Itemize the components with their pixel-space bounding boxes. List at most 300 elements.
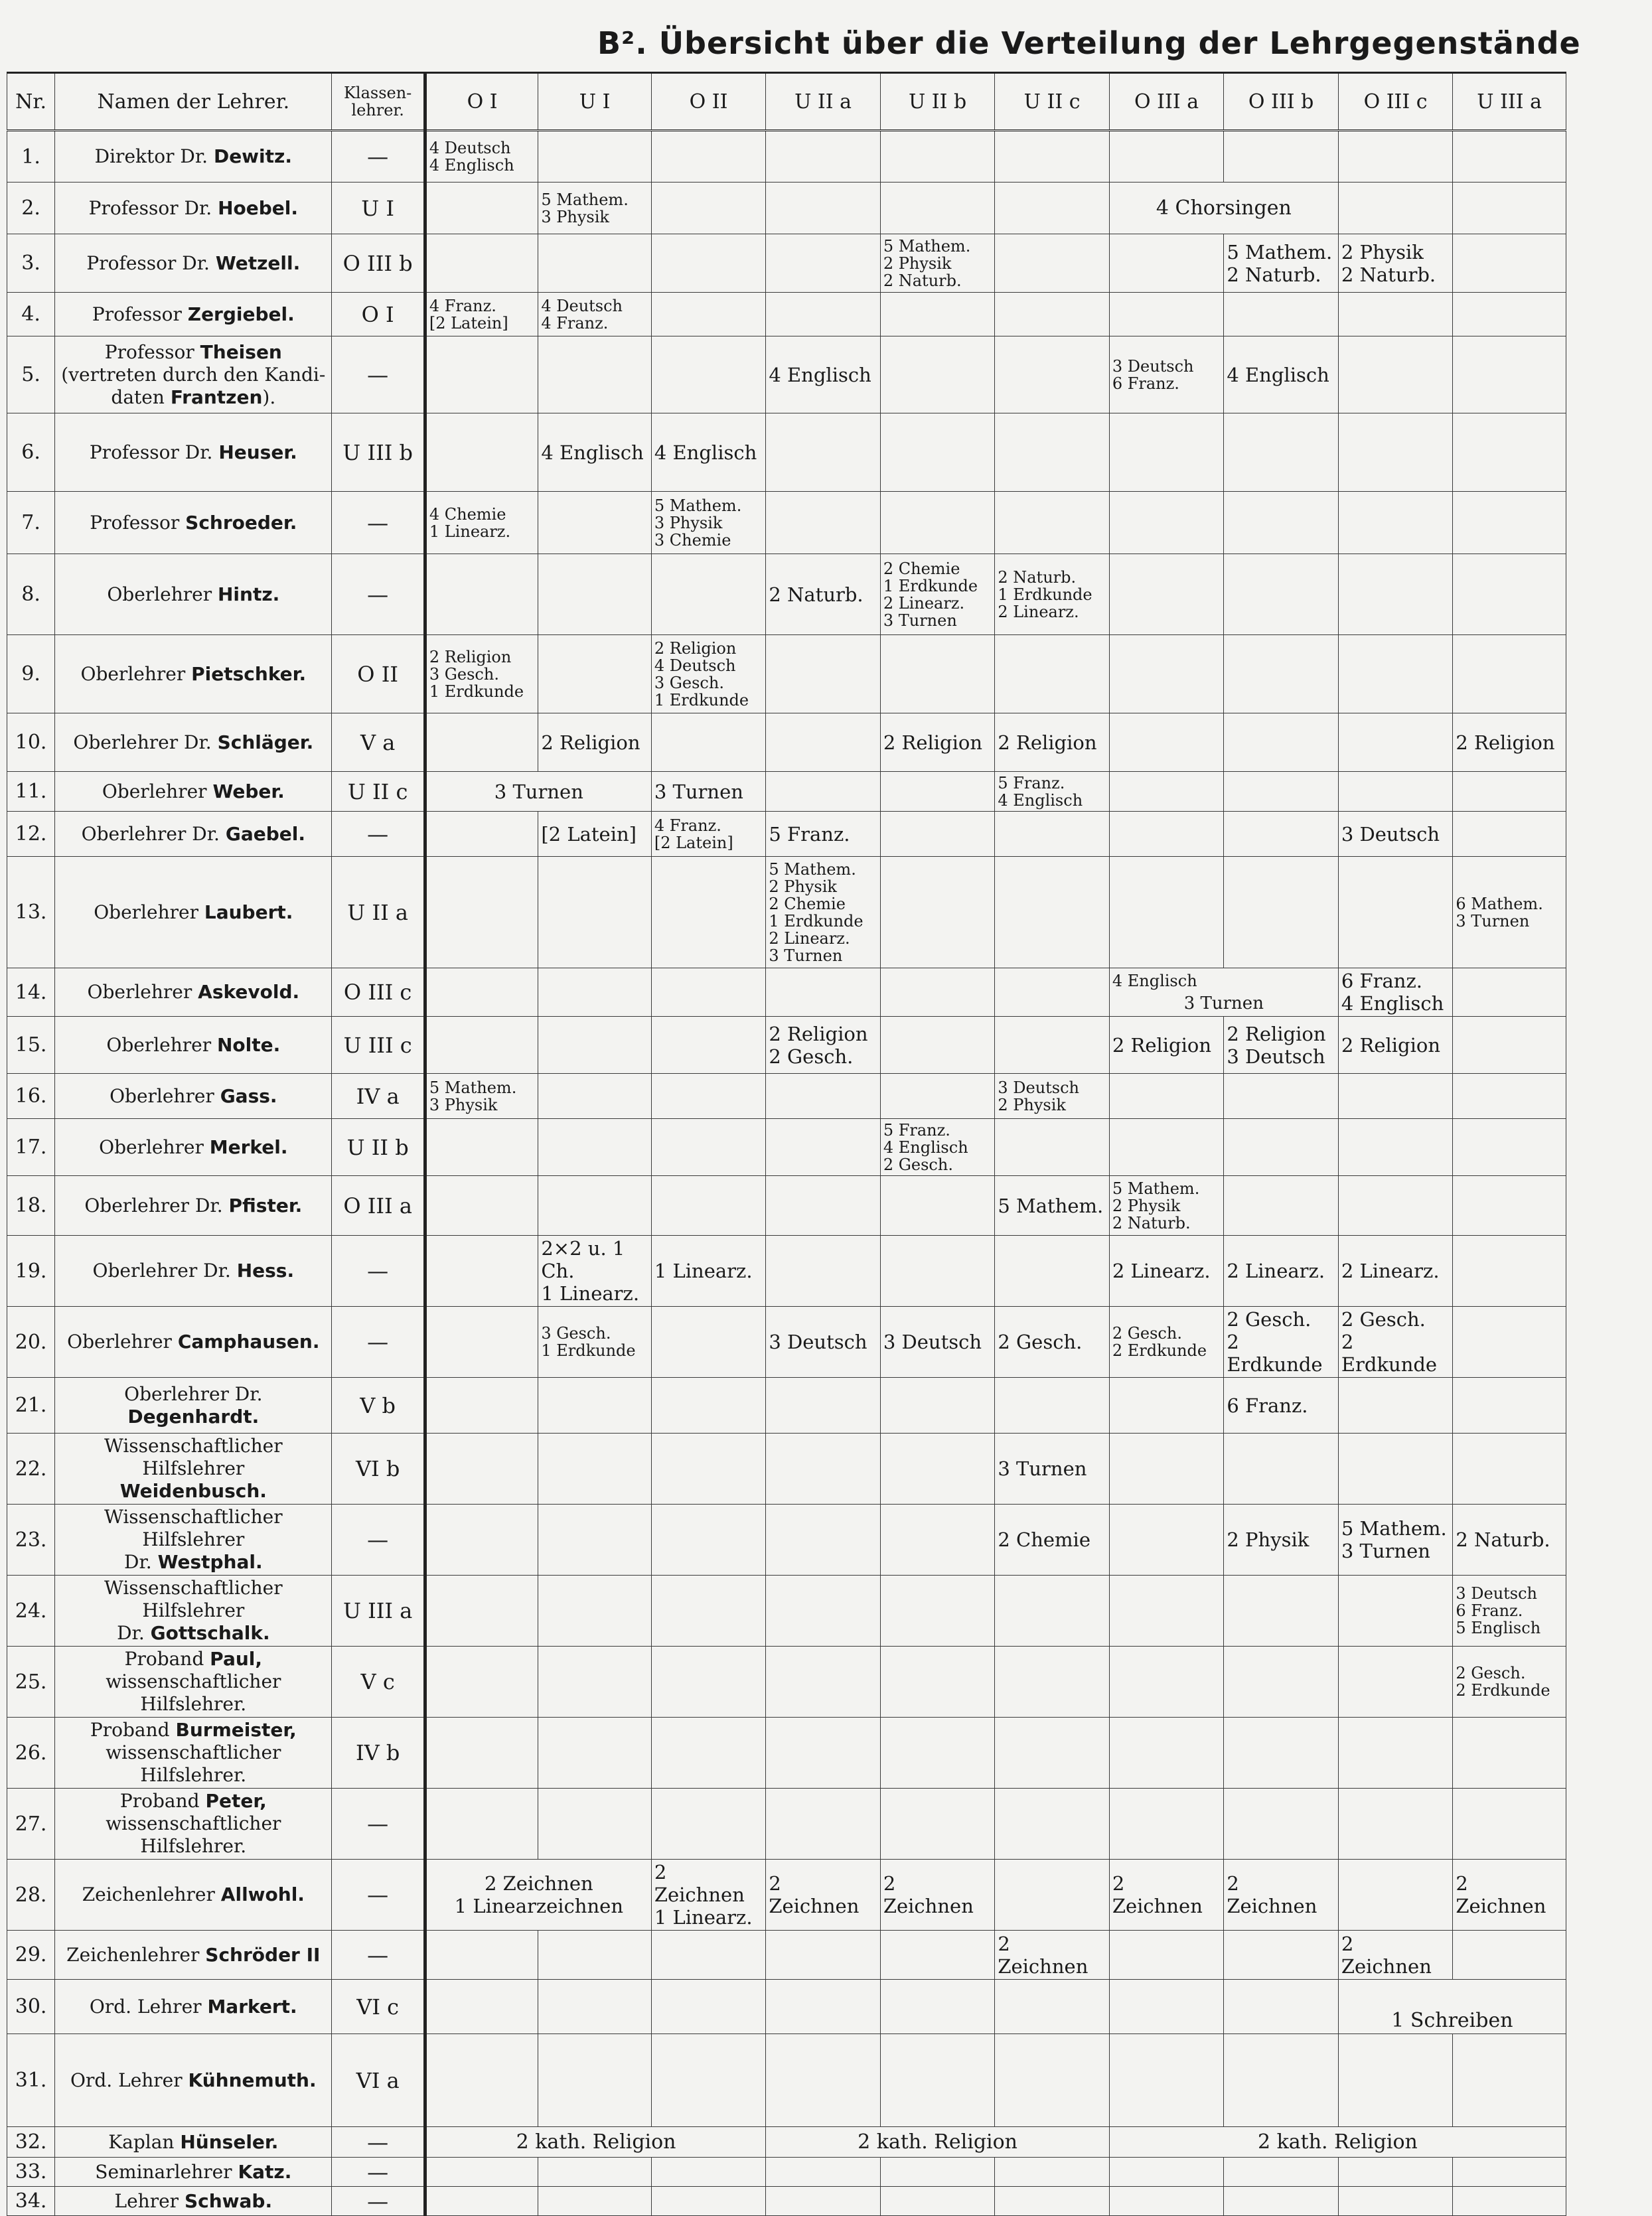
subject-cell	[1453, 968, 1566, 1017]
subject-cell	[538, 1931, 652, 1980]
teacher-title: Direktor Dr.	[94, 145, 208, 167]
klassenlehrer-cell: O III b	[332, 234, 425, 293]
teacher-name-cell	[55, 968, 332, 1017]
subject-cell	[1109, 1980, 1224, 2034]
header-class: O I	[425, 73, 538, 131]
subject-cell	[1224, 2187, 1339, 2216]
subject-cell	[651, 1505, 766, 1576]
subject-cell	[766, 1119, 881, 1176]
teacher-title: Oberlehrer Dr.	[92, 1260, 231, 1282]
teacher-name-cell	[55, 1980, 332, 2034]
teacher-name-cell	[55, 1647, 332, 1718]
teacher-title: Oberlehrer	[110, 1084, 214, 1107]
subject-cell	[766, 413, 881, 492]
teacher-title: Oberlehrer	[107, 583, 212, 605]
subject-cell	[651, 713, 766, 772]
teacher-name-cell	[55, 1119, 332, 1176]
subject-cell	[1453, 234, 1566, 293]
teacher-name-cell	[55, 1434, 332, 1505]
klassenlehrer-cell: VI c	[332, 1980, 425, 2034]
teacher-name-cell	[55, 635, 332, 713]
klassenlehrer-cell: —	[332, 812, 425, 857]
table-body	[7, 131, 1566, 2216]
subject-cell	[1453, 1718, 1566, 1789]
teacher-title-2: Dr.	[124, 1551, 152, 1573]
subject-cell	[1338, 1647, 1453, 1718]
subject-cell	[1109, 293, 1224, 336]
subject-cell	[1338, 131, 1453, 183]
teacher-title: Wissenschaftlicher Hilfslehrer	[104, 1506, 283, 1550]
klassenlehrer-cell: IV b	[332, 1718, 425, 1789]
subject-cell	[1338, 1176, 1453, 1236]
teacher-title: Oberlehrer	[106, 1033, 212, 1056]
table-row	[7, 1176, 1566, 1236]
subject-cell	[538, 1505, 652, 1576]
row-number: 34.	[7, 2187, 55, 2216]
subject-cell	[1338, 713, 1453, 772]
subject-cell	[538, 857, 652, 968]
header-class: O III a	[1109, 73, 1224, 131]
teacher-surname: Hintz.	[217, 583, 280, 605]
klassenlehrer-cell: O II	[332, 635, 425, 713]
subject-cell	[995, 293, 1110, 336]
subject-cell	[766, 2158, 881, 2187]
teacher-surname: Askevold.	[198, 981, 300, 1003]
subject-cell: 5 Franz. 4 Englisch	[995, 772, 1110, 812]
subject-cell: 2 Religion	[1109, 1017, 1224, 1074]
subject-cell	[880, 131, 995, 183]
teacher-title: Professor	[92, 303, 182, 325]
row-number: 32.	[7, 2127, 55, 2158]
subject-cell: [2 Latein]	[538, 812, 652, 857]
subject-cell-span: 1 Schreiben	[1338, 1980, 1566, 2034]
teacher-surname: Merkel.	[209, 1136, 288, 1158]
teacher-surname: Degenhardt.	[127, 1405, 260, 1428]
teacher-surname: Dewitz.	[213, 145, 292, 167]
subject-cell	[1224, 1789, 1339, 1860]
subject-cell-span: 4 Chorsingen	[1109, 183, 1338, 234]
subject-cell	[1224, 1576, 1339, 1647]
subject-cell	[1453, 183, 1566, 234]
subject-cell	[1224, 1119, 1339, 1176]
table-row	[7, 1789, 1566, 1860]
subject-cell	[538, 1176, 652, 1236]
table-row	[7, 1980, 1566, 2034]
subject-cell	[1224, 772, 1339, 812]
table-row	[7, 183, 1566, 234]
teacher-name-cell	[55, 1931, 332, 1980]
subject-cell	[766, 492, 881, 554]
subject-cell	[425, 554, 538, 635]
row-number: 14.	[7, 968, 55, 1017]
subject-cell: 2 Zeichnen 1 Linearz.	[651, 1860, 766, 1931]
subject-cell: 4 Englisch	[538, 413, 652, 492]
teacher-surname: Gaebel.	[225, 822, 305, 845]
subject-cell	[1224, 1718, 1339, 1789]
row-number: 28.	[7, 1860, 55, 1931]
klassenlehrer-cell: —	[332, 1789, 425, 1860]
subject-cell: 5 Mathem.	[995, 1176, 1110, 1236]
klassenlehrer-cell: V b	[332, 1378, 425, 1434]
table-row	[7, 1647, 1566, 1718]
subject-cell: 3 Deutsch 2 Physik	[995, 1074, 1110, 1119]
subject-cell	[995, 336, 1110, 413]
teacher-title: Zeichenlehrer	[66, 1943, 200, 1966]
subject-cell	[538, 131, 652, 183]
subject-cell	[425, 1434, 538, 1505]
table-row	[7, 635, 1566, 713]
subject-cell	[880, 492, 995, 554]
teacher-name-cell	[55, 1074, 332, 1119]
subject-cell: 2 Religion	[880, 713, 995, 772]
row-number: 20.	[7, 1307, 55, 1378]
subject-cell	[651, 2034, 766, 2127]
teacher-title: Professor Dr.	[86, 252, 210, 274]
subject-cell-span: 2 Zeichnen 1 Linearzeichnen	[425, 1860, 651, 1931]
row-number: 2.	[7, 183, 55, 234]
subject-cell	[1224, 1074, 1339, 1119]
teacher-surname: Kühnemuth.	[188, 2069, 317, 2091]
subject-cell: 4 Deutsch 4 Englisch	[425, 131, 538, 183]
subject-cell	[995, 131, 1110, 183]
row-number: 18.	[7, 1176, 55, 1236]
subject-cell: 5 Mathem. 2 Physik 2 Naturb.	[880, 234, 995, 293]
teacher-surname: Laubert.	[204, 901, 293, 923]
klassenlehrer-cell: —	[332, 131, 425, 183]
klassenlehrer-cell: O III a	[332, 1176, 425, 1236]
klassenlehrer-cell: U I	[332, 183, 425, 234]
subject-cell	[1109, 1931, 1224, 1980]
teacher-surname: Hünseler.	[180, 2130, 279, 2153]
klassenlehrer-cell: U III c	[332, 1017, 425, 1074]
subject-cell	[1453, 635, 1566, 713]
teacher-surname: Gass.	[220, 1084, 277, 1107]
teacher-name-cell	[55, 336, 332, 413]
teacher-surname: Theisen	[200, 340, 282, 363]
subject-cell	[1338, 293, 1453, 336]
subject-cell	[1453, 336, 1566, 413]
subject-cell	[1453, 2034, 1566, 2127]
row-number: 7.	[7, 492, 55, 554]
subject-cell	[1224, 1931, 1339, 1980]
subject-cell	[1338, 492, 1453, 554]
table-row	[7, 1119, 1566, 1176]
subject-cell	[880, 1647, 995, 1718]
teacher-surname: Hoebel.	[218, 196, 299, 219]
teacher-note-2: daten	[111, 386, 165, 408]
table-row	[7, 2187, 1566, 2216]
subject-cell	[651, 1176, 766, 1236]
teacher-surname: Weber.	[212, 780, 285, 802]
klassenlehrer-cell: —	[332, 2187, 425, 2216]
subject-cell	[880, 413, 995, 492]
subject-cell	[425, 857, 538, 968]
subject-cell	[1109, 713, 1224, 772]
subject-cell	[995, 1647, 1110, 1718]
klassenlehrer-cell: U II b	[332, 1119, 425, 1176]
subject-cell	[766, 635, 881, 713]
teacher-surname: Pietschker.	[191, 662, 307, 685]
subject-cell: 2 Zeichnen	[1338, 1931, 1453, 1980]
teacher-surname: Gottschalk.	[150, 1622, 270, 1644]
teacher-title: Oberlehrer	[87, 981, 192, 1003]
klassenlehrer-cell: U III a	[332, 1576, 425, 1647]
subject-cell	[1338, 413, 1453, 492]
subject-cell	[880, 857, 995, 968]
subject-cell	[1109, 492, 1224, 554]
subject-cell	[880, 1789, 995, 1860]
subject-cell	[1338, 183, 1453, 234]
subject-cell: 2 Zeichnen	[880, 1860, 995, 1931]
header-class: O III b	[1224, 73, 1339, 131]
row-number: 11.	[7, 772, 55, 812]
subject-cell: 3 Deutsch	[880, 1307, 995, 1378]
subject-cell	[1453, 1378, 1566, 1434]
subject-cell-span: 2 kath. Religion	[1109, 2127, 1566, 2158]
subject-cell: 1 Linearz.	[651, 1236, 766, 1307]
subject-cell	[1224, 1176, 1339, 1236]
subject-cell	[1338, 1119, 1453, 1176]
subject-cell	[538, 1576, 652, 1647]
teacher-name-cell	[55, 857, 332, 968]
subject-cell: 2 Zeichnen	[1453, 1860, 1566, 1931]
teacher-name-cell	[55, 713, 332, 772]
teacher-title: Oberlehrer Dr.	[81, 822, 220, 845]
table-row	[7, 1505, 1566, 1576]
subject-cell	[880, 635, 995, 713]
subject-cell	[1224, 2034, 1339, 2127]
teacher-name-cell	[55, 293, 332, 336]
subject-cell	[651, 1378, 766, 1434]
subject-cell	[995, 1017, 1110, 1074]
subject-cell	[538, 554, 652, 635]
subject-cell	[1109, 1576, 1224, 1647]
klassenlehrer-cell: —	[332, 1931, 425, 1980]
subject-cell	[1338, 1860, 1453, 1931]
subject-cell	[995, 968, 1110, 1017]
klassenlehrer-cell: —	[332, 1307, 425, 1378]
subject-cell	[766, 713, 881, 772]
teacher-name-cell	[55, 2127, 332, 2158]
teacher-note: wissenschaftlicher Hilfslehrer.	[106, 1741, 281, 1786]
teacher-title: Seminarlehrer	[95, 2160, 232, 2183]
header-class: U I	[538, 73, 652, 131]
subject-cell	[766, 772, 881, 812]
subject-cell: 2 Linearz.	[1338, 1236, 1453, 1307]
subject-cell	[538, 2187, 652, 2216]
table-row	[7, 1074, 1566, 1119]
subject-cell	[880, 2034, 995, 2127]
table-row	[7, 1307, 1566, 1378]
teacher-title: Professor Dr.	[88, 196, 212, 219]
subject-cell	[995, 1378, 1110, 1434]
teacher-surname: Weidenbusch.	[119, 1480, 267, 1502]
subject-cell	[538, 2034, 652, 2127]
row-number: 16.	[7, 1074, 55, 1119]
subject-cell	[425, 1789, 538, 1860]
subject-cell	[1338, 1434, 1453, 1505]
teacher-title: Proband	[124, 1648, 204, 1670]
subject-cell	[651, 1931, 766, 1980]
subject-cell	[1224, 1434, 1339, 1505]
row-number: 3.	[7, 234, 55, 293]
teacher-name-cell	[55, 1576, 332, 1647]
subject-cell	[1338, 2158, 1453, 2187]
row-number: 25.	[7, 1647, 55, 1718]
subject-cell: 4 Chemie 1 Linearz.	[425, 492, 538, 554]
table-row	[7, 1931, 1566, 1980]
subject-cell	[880, 1505, 995, 1576]
subject-cell	[995, 1718, 1110, 1789]
teacher-title: Oberlehrer	[80, 662, 186, 685]
subject-cell	[1453, 1307, 1566, 1378]
subject-cell	[538, 1980, 652, 2034]
row-number: 17.	[7, 1119, 55, 1176]
subject-cell	[1224, 635, 1339, 713]
table-row	[7, 293, 1566, 336]
teacher-surname: Markert.	[207, 1995, 297, 2018]
row-number: 33.	[7, 2158, 55, 2187]
subject-cell	[880, 1576, 995, 1647]
subject-cell: 3 Deutsch	[766, 1307, 881, 1378]
subject-cell	[1453, 812, 1566, 857]
subject-cell	[1109, 1434, 1224, 1505]
subject-cell	[880, 336, 995, 413]
subject-cell	[766, 1434, 881, 1505]
table-row	[7, 336, 1566, 413]
subject-cell	[766, 2187, 881, 2216]
header-class: U II b	[880, 73, 995, 131]
subject-cell	[766, 1576, 881, 1647]
subject-cell	[1224, 492, 1339, 554]
subject-cell: 5 Mathem. 2 Physik 2 Chemie 1 Erdkunde 2 Linearz. 3 Turnen	[766, 857, 881, 968]
subject-cell	[1338, 772, 1453, 812]
subject-cell: 2 Naturb.	[766, 554, 881, 635]
subject-cell	[766, 131, 881, 183]
klassenlehrer-cell: —	[332, 1236, 425, 1307]
subject-cell	[880, 1434, 995, 1505]
teacher-surname: Allwohl.	[220, 1884, 305, 1905]
klassenlehrer-cell: V c	[332, 1647, 425, 1718]
teacher-title: Professor	[104, 340, 194, 363]
subject-cell	[1453, 492, 1566, 554]
subject-cell	[995, 857, 1110, 968]
subject-cell: 4 Franz. [2 Latein]	[425, 293, 538, 336]
teacher-name-cell	[55, 554, 332, 635]
table-row	[7, 812, 1566, 857]
teacher-title-2: Dr.	[117, 1622, 145, 1644]
subject-cell	[1109, 2158, 1224, 2187]
subject-cell	[995, 1236, 1110, 1307]
teacher-title: Proband	[119, 1790, 200, 1812]
subject-cell	[1453, 1017, 1566, 1074]
subject-cell	[766, 1647, 881, 1718]
klassenlehrer-cell: V a	[332, 713, 425, 772]
subject-cell	[995, 1119, 1110, 1176]
row-number: 21.	[7, 1378, 55, 1434]
subject-cell: 3 Turnen	[651, 772, 766, 812]
subject-cell	[880, 772, 995, 812]
subject-cell	[651, 1718, 766, 1789]
subject-cell: 5 Mathem. 3 Physik	[425, 1074, 538, 1119]
subject-cell	[1224, 554, 1339, 635]
subject-cell: 2 Linearz.	[1224, 1236, 1339, 1307]
klassenlehrer-cell: VI b	[332, 1434, 425, 1505]
subject-cell	[651, 293, 766, 336]
subject-cell	[538, 492, 652, 554]
subject-cell: 2 Zeichnen	[766, 1860, 881, 1931]
subject-cell	[766, 1931, 881, 1980]
subject-cell	[766, 1378, 881, 1434]
row-number: 13.	[7, 857, 55, 968]
subject-cell: 2 Chemie 1 Erdkunde 2 Linearz. 3 Turnen	[880, 554, 995, 635]
row-number: 15.	[7, 1017, 55, 1074]
teacher-surname: Peter,	[205, 1790, 267, 1812]
subject-cell: 4 Englisch	[766, 336, 881, 413]
subject-cell-span: 2 kath. Religion	[766, 2127, 1110, 2158]
subject-cell	[425, 1576, 538, 1647]
subject-cell-span: 2 kath. Religion	[425, 2127, 766, 2158]
header-class: U II a	[766, 73, 881, 131]
subject-cell	[425, 713, 538, 772]
teacher-note: wissenschaftlicher Hilfslehrer.	[106, 1670, 281, 1715]
teacher-title: Lehrer	[114, 2189, 179, 2212]
teacher-name-cell	[55, 812, 332, 857]
klassenlehrer-cell: —	[332, 554, 425, 635]
subject-cell	[425, 1017, 538, 1074]
teacher-title: Ord. Lehrer	[70, 2069, 183, 2091]
subject-cell	[1338, 554, 1453, 635]
subject-cell	[995, 635, 1110, 713]
teacher-name-cell	[55, 1307, 332, 1378]
subject-cell	[425, 234, 538, 293]
subject-cell	[425, 1931, 538, 1980]
subject-cell	[995, 234, 1110, 293]
subject-cell	[880, 183, 995, 234]
klassenlehrer-cell: —	[332, 2158, 425, 2187]
subject-cell	[651, 1119, 766, 1176]
subject-cell	[1109, 1074, 1224, 1119]
subject-cell	[425, 968, 538, 1017]
subject-cell: 5 Mathem. 2 Naturb.	[1224, 234, 1339, 293]
subject-cell	[1224, 131, 1339, 183]
subject-cell	[880, 2187, 995, 2216]
subject-cell	[538, 1789, 652, 1860]
subject-cell: 2 Religion	[995, 713, 1110, 772]
subject-cell	[425, 2158, 538, 2187]
teacher-title: Zeichenlehrer	[82, 1884, 215, 1905]
subject-cell	[651, 1074, 766, 1119]
subject-cell: 3 Deutsch	[1338, 812, 1453, 857]
subject-cell	[425, 1307, 538, 1378]
klassenlehrer-cell: O III c	[332, 968, 425, 1017]
subject-cell	[995, 1789, 1110, 1860]
table-row	[7, 1434, 1566, 1505]
subject-cell	[425, 1505, 538, 1576]
teacher-surname: Camphausen.	[177, 1331, 320, 1353]
subject-cell	[1109, 772, 1224, 812]
subject-cell: 2 Gesch. 2 Erdkunde	[1224, 1307, 1339, 1378]
subject-cell: 2 Gesch.	[995, 1307, 1110, 1378]
subject-cell	[651, 554, 766, 635]
subject-cell: 5 Mathem. 2 Physik 2 Naturb.	[1109, 1176, 1224, 1236]
subject-entry: 4 Englisch	[1112, 972, 1197, 990]
table-row	[7, 1576, 1566, 1647]
teacher-title: Oberlehrer Dr.	[84, 1194, 223, 1217]
subject-cell	[1109, 857, 1224, 968]
teacher-name-cell	[55, 131, 332, 183]
subject-cell: 2 Physik 2 Naturb.	[1338, 234, 1453, 293]
